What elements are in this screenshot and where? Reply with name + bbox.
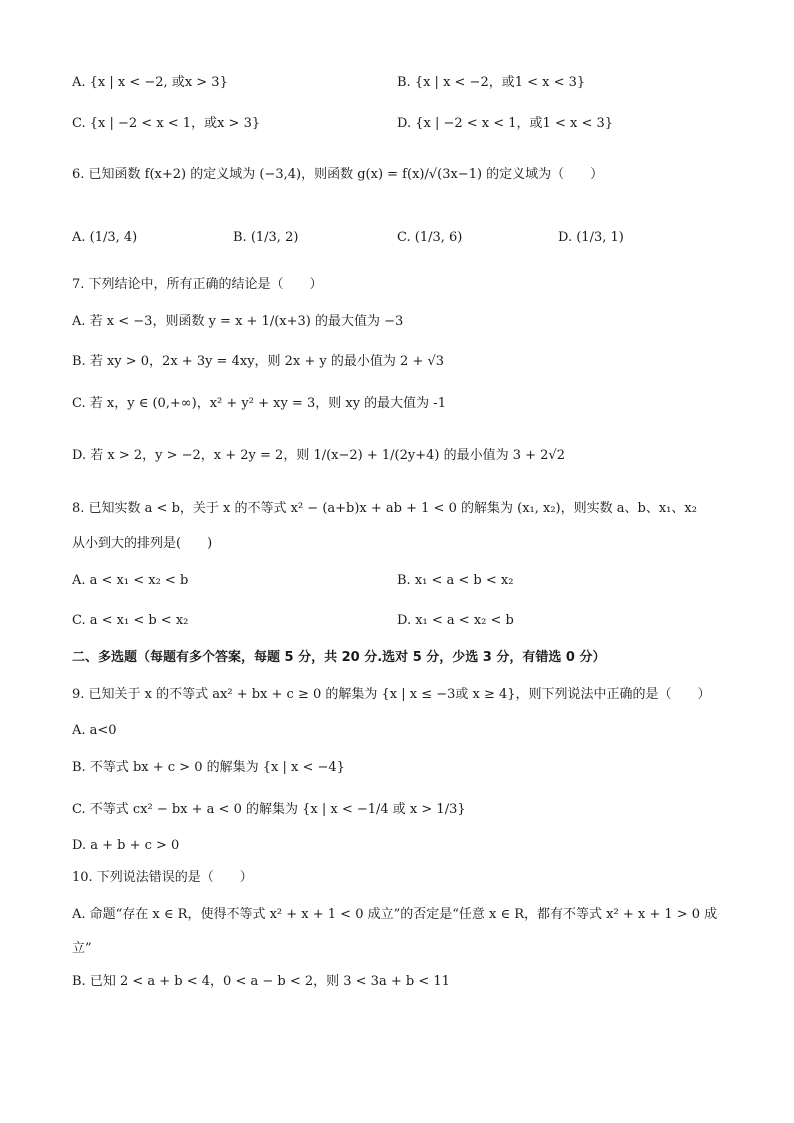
q6-option-c: C. (1/3, 6) [397, 230, 463, 245]
q8-option-d: D. x₁ < a < x₂ < b [397, 613, 514, 628]
q7-option-b: B. 若 xy > 0，2x + 3y = 4xy，则 2x + y 的最小值为 2 + √3 [72, 354, 445, 369]
q8-option-b: B. x₁ < a < b < x₂ [397, 573, 514, 588]
q10-option-a: A. 命题“存在 x ∈ R，使得不等式 x² + x + 1 < 0 成立”的否定是“任意 x ∈ R，都有不等式 x² + x + 1 > 0 成 [72, 907, 718, 922]
q8-stem: 8. 已知实数 a < b，关于 x 的不等式 x² − (a+b)x + ab + 1 < 0 的解集为 (x₁, x₂)，则实数 a、b、x₁、x₂ [72, 501, 697, 516]
q7-option-a: A. 若 x < −3，则函数 y = x + 1/(x+3) 的最大值为 −3 [72, 314, 404, 329]
q9-option-c: C. 不等式 cx² − bx + a < 0 的解集为 {x | x < −1/4 或 x > 1/3} [72, 802, 466, 817]
q6-option-a: A. (1/3, 4) [72, 230, 138, 245]
q8-stem-continued: 从小到大的排列是( ) [72, 536, 213, 551]
section-heading-multiple-choice: 二、多选题（每题有多个答案，每题 5 分，共 20 分.选对 5 分，少选 3 分，有错选 0 分） [72, 650, 606, 665]
q7-option-c: C. 若 x，y ∈ (0,+∞)，x² + y² + xy = 3，则 xy 的最大值为 -1 [72, 396, 446, 411]
q5-option-a: A. {x | x < −2, 或x > 3} [72, 75, 228, 90]
q9-stem: 9. 已知关于 x 的不等式 ax² + bx + c ≥ 0 的解集为 {x | x ≤ −3或 x ≥ 4}，则下列说法中正确的是（ ） [72, 687, 711, 702]
q9-option-b: B. 不等式 bx + c > 0 的解集为 {x | x < −4} [72, 760, 345, 775]
q5-option-b: B. {x | x < −2，或1 < x < 3} [397, 75, 586, 90]
q6-option-b: B. (1/3, 2) [233, 230, 299, 245]
q5-option-d: D. {x | −2 < x < 1，或1 < x < 3} [397, 116, 614, 131]
q9-option-a: A. a<0 [72, 723, 117, 738]
q5-option-c: C. {x | −2 < x < 1，或x > 3} [72, 116, 261, 131]
q8-option-c: C. a < x₁ < b < x₂ [72, 613, 189, 628]
q6-option-d: D. (1/3, 1) [558, 230, 624, 245]
q10-option-a-continued: 立” [72, 941, 92, 956]
q8-option-a: A. a < x₁ < x₂ < b [72, 573, 189, 588]
q9-option-d: D. a + b + c > 0 [72, 838, 180, 853]
q6-stem: 6. 已知函数 f(x+2) 的定义域为 (−3,4)，则函数 g(x) = f(x)/√(3x−1) 的定义域为（ ） [72, 167, 604, 182]
q10-option-b: B. 已知 2 < a + b < 4，0 < a − b < 2，则 3 < 3a + b < 11 [72, 974, 450, 989]
q10-stem: 10. 下列说法错误的是（ ） [72, 870, 253, 885]
q7-stem: 7. 下列结论中，所有正确的结论是（ ） [72, 277, 323, 292]
q7-option-d: D. 若 x > 2，y > −2，x + 2y = 2，则 1/(x−2) + 1/(2y+4) 的最小值为 3 + 2√2 [72, 448, 565, 463]
